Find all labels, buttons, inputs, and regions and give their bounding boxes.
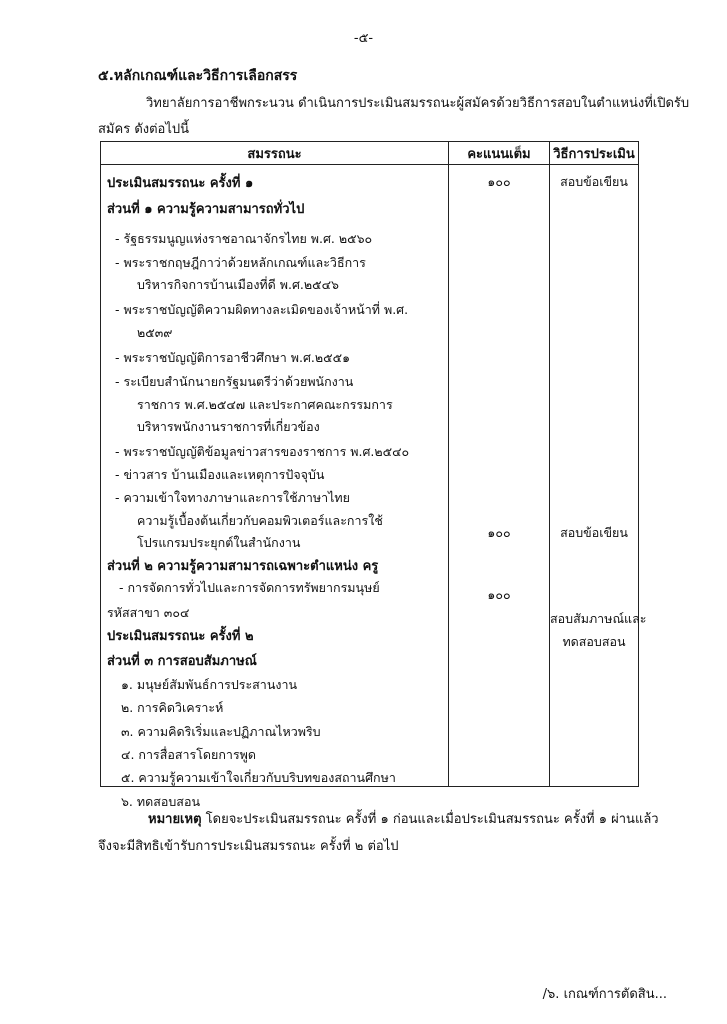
section-heading: ๕.หลักเกณฑ์และวิธีการเลือกสรร bbox=[98, 68, 298, 84]
intro-line-2: สมัคร ดังต่อไปนี้ bbox=[98, 122, 190, 137]
competency-cell bbox=[101, 165, 449, 809]
competency-item: ๒๕๓๙ bbox=[137, 325, 173, 340]
competency-heading: ส่วนที่ ๑ ความรู้ความสามารถทั่วไป bbox=[107, 202, 305, 217]
method-cell bbox=[550, 165, 647, 787]
method-2: สอบข้อเขียน bbox=[560, 525, 628, 540]
competency-item: ๖. ทดสอบสอน bbox=[121, 794, 200, 809]
note-line-1 bbox=[148, 808, 659, 829]
score-2: ๑๐๐ bbox=[487, 525, 511, 540]
score-3: ๑๐๐ bbox=[487, 587, 511, 602]
note-label: หมายเหตุ bbox=[148, 812, 202, 827]
header-competency: สมรรถนะ bbox=[101, 142, 449, 165]
competency-heading: ประเมินสมรรถนะ ครั้งที่ ๑ bbox=[107, 176, 254, 191]
note-text-1: โดยจะประเมินสมรรถนะ ครั้งที่ ๑ ก่อนและเมื่อประเมินสมรรถนะ ครั้งที่ ๑ ผ่านแล้ว bbox=[201, 812, 659, 827]
header-method: วิธีการประเมิน bbox=[550, 142, 639, 165]
header-full-score: คะแนนเต็ม bbox=[449, 142, 550, 165]
note-line-2: จึงจะมีสิทธิเข้ารับการประเมินสมรรถนะ ครั้งที่ ๒ ต่อไป bbox=[98, 839, 399, 854]
competency-heading: ส่วนที่ ๒ ความรู้ความสามารถเฉพาะตำแหน่ง ครู bbox=[107, 559, 379, 574]
table-row bbox=[101, 165, 639, 787]
competency-item: - ข่าวสาร บ้านเมืองและเหตุการปัจจุบัน bbox=[115, 467, 325, 482]
competency-item: - ความเข้าใจทางภาษาและการใช้ภาษาไทย bbox=[115, 490, 350, 505]
criteria-table bbox=[100, 141, 647, 809]
competency-item: ความรู้เบื้องต้นเกี่ยวกับคอมพิวเตอร์และการใช้ bbox=[137, 513, 383, 528]
competency-item: ราชการ พ.ศ.๒๕๔๗ และประกาศคณะกรรมการ bbox=[137, 397, 393, 412]
competency-item: - พระราชบัญญัติข้อมูลข่าวสารของราชการ พ.ศ.๒๕๔๐ bbox=[115, 444, 410, 459]
competency-item: ๑. มนุษย์สัมพันธ์การประสานงาน bbox=[121, 677, 298, 692]
score-cell bbox=[449, 165, 550, 787]
competency-item: - พระราชบัญญัติการอาชีวศึกษา พ.ศ.๒๕๕๑ bbox=[115, 350, 351, 365]
competency-list bbox=[101, 165, 448, 809]
competency-item: - ระเบียบสำนักนายกรัฐมนตรีว่าด้วยพนักงาน bbox=[115, 374, 354, 389]
competency-item: ๕. ความรู้ความเข้าใจเกี่ยวกับบริบทของสถานศึกษา bbox=[121, 770, 396, 785]
method-1: สอบข้อเขียน bbox=[560, 174, 628, 189]
intro-line-1: วิทยาลัยการอาชีพกระนวน ดำเนินการประเมินสมรรถนะผู้สมัครด้วยวิธีการสอบในตำแหน่งที่เปิดรับ bbox=[146, 96, 690, 111]
competency-item: - พระราชกฤษฎีกาว่าด้วยหลักเกณฑ์และวิธีการ bbox=[115, 255, 366, 270]
competency-heading: ประเมินสมรรถนะ ครั้งที่ ๒ bbox=[107, 629, 254, 644]
competency-item: บริหารพนักงานราชการที่เกี่ยวข้อง bbox=[137, 419, 320, 434]
competency-item: ๓. ความคิดริเริ่มและปฏิภาณไหวพริบ bbox=[121, 724, 321, 739]
competency-item: ๒. การคิดวิเคราะห์ bbox=[121, 700, 224, 715]
table-header-row bbox=[101, 142, 639, 165]
competency-item: บริหารกิจการบ้านเมืองที่ดี พ.ศ.๒๕๔๖ bbox=[137, 277, 339, 292]
competency-item: รหัสสาขา ๓๐๔ bbox=[107, 605, 190, 620]
method-3-line-2: ทดสอบสอน bbox=[562, 634, 626, 649]
score-1: ๑๐๐ bbox=[487, 174, 511, 189]
continuation-footer: /๖. เกณฑ์การตัดสิน... bbox=[542, 987, 667, 1002]
competency-item: โปรแกรมประยุกต์ในสำนักงาน bbox=[137, 535, 301, 550]
method-3-line-1: สอบสัมภาษณ์และ bbox=[550, 611, 647, 626]
competency-item: ๔. การสื่อสารโดยการพูด bbox=[121, 747, 257, 762]
competency-item: - พระราชบัญญัติความผิดทางละเมิดของเจ้าหน้าที่ พ.ศ. bbox=[115, 302, 409, 317]
competency-item: - การจัดการทั่วไปและการจัดการทรัพยากรมนุษย์ bbox=[119, 580, 380, 595]
competency-heading: ส่วนที่ ๓ การสอบสัมภาษณ์ bbox=[107, 654, 257, 669]
page-number: -๕- bbox=[353, 31, 374, 46]
competency-item: - รัฐธรรมนูญแห่งราชอาณาจักรไทย พ.ศ. ๒๕๖๐ bbox=[115, 231, 373, 246]
